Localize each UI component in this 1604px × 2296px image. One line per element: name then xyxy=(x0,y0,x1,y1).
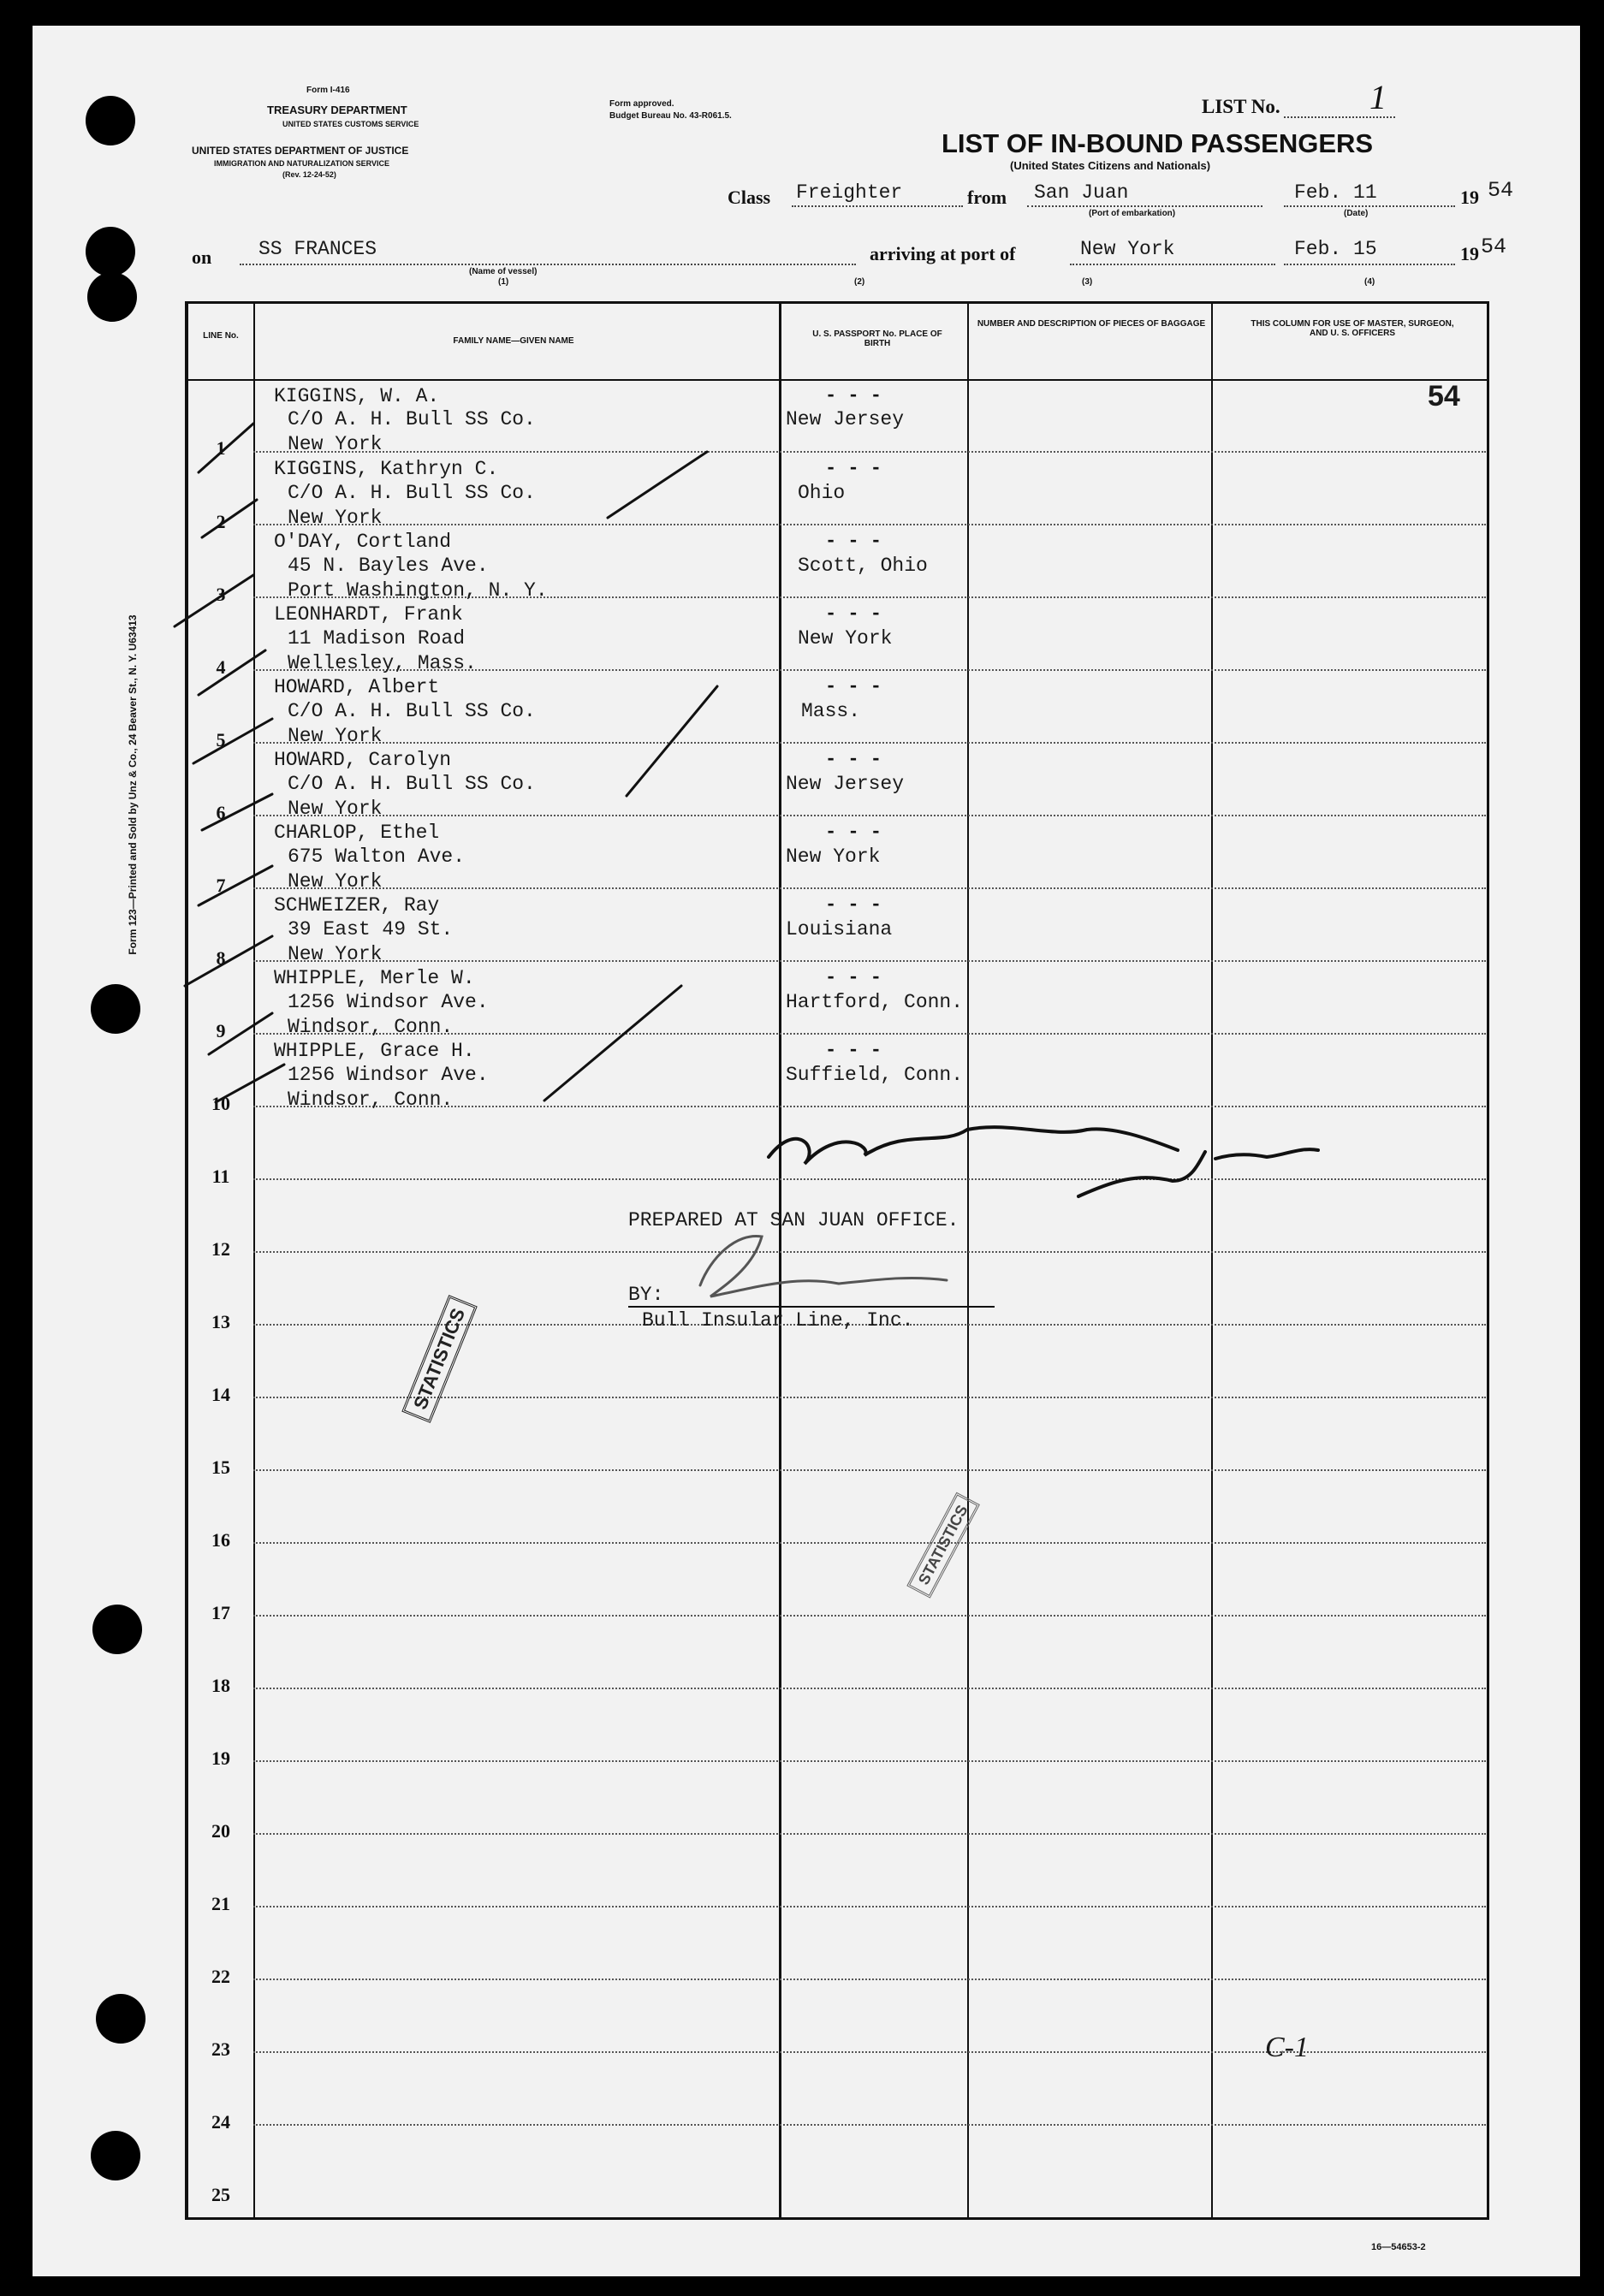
birth-place: Suffield, Conn. xyxy=(786,1064,964,1086)
row-number: 15 xyxy=(211,1457,230,1478)
list-no-label: LIST No. xyxy=(1202,96,1280,117)
passenger-name: WHIPPLE, Merle W. xyxy=(274,967,475,989)
passport-number: - - - xyxy=(825,1040,882,1061)
customs-label: UNITED STATES CUSTOMS SERVICE xyxy=(282,120,419,128)
passport-number: - - - xyxy=(825,749,882,770)
row-separator xyxy=(253,1979,1486,1980)
statistics-stamp: STATISTICS xyxy=(906,1492,980,1598)
birth-place: Louisiana xyxy=(786,918,893,940)
row-separator xyxy=(253,451,1486,453)
column-divider xyxy=(253,304,255,2217)
justice-label: UNITED STATES DEPARTMENT OF JUSTICE xyxy=(192,145,409,157)
from-value: San Juan xyxy=(1034,181,1129,204)
year1-value: 54 xyxy=(1488,178,1514,203)
row-number: 20 xyxy=(211,1820,230,1842)
column-divider xyxy=(967,304,969,2217)
arrival-port-line xyxy=(1070,264,1275,265)
passenger-address: C/O A. H. Bull SS Co. xyxy=(288,773,536,795)
passenger-address: 675 Walton Ave. xyxy=(288,845,466,868)
row-separator xyxy=(253,887,1486,889)
passenger-address: Windsor, Conn. xyxy=(288,1089,454,1111)
date1-value: Feb. 11 xyxy=(1294,181,1377,204)
birth-place: New York xyxy=(798,627,893,650)
row-separator xyxy=(253,1833,1486,1835)
officers-note: 54 xyxy=(1428,380,1460,412)
row-number: 4 xyxy=(216,656,226,678)
punch-hole xyxy=(86,96,135,145)
header-line-no: LINE No. xyxy=(203,331,239,341)
row-separator xyxy=(253,1906,1486,1907)
page-subtitle: (United States Citizens and Nationals) xyxy=(1010,159,1211,172)
passport-number: - - - xyxy=(825,894,882,916)
vessel-value: SS FRANCES xyxy=(258,238,377,260)
row-number: 11 xyxy=(211,1166,230,1187)
row-separator xyxy=(253,1251,1486,1253)
arrival-port-value: New York xyxy=(1080,238,1175,260)
vessel-caption: (Name of vessel) xyxy=(469,267,538,276)
passenger-name: O'DAY, Cortland xyxy=(274,531,452,553)
passport-number: - - - xyxy=(825,458,882,479)
passenger-address: 39 East 49 St. xyxy=(288,918,454,940)
birth-place: Hartford, Conn. xyxy=(786,991,964,1013)
row-number: 8 xyxy=(216,947,226,969)
row-number: 2 xyxy=(216,511,226,532)
row-separator xyxy=(253,524,1486,525)
arrival-caption-num-2: (2) xyxy=(854,277,865,287)
row-number: 12 xyxy=(211,1238,230,1260)
row-number: 9 xyxy=(216,1020,226,1041)
passenger-address: New York xyxy=(288,433,383,455)
company-name: Bull Insular Line, Inc. xyxy=(642,1309,914,1332)
on-label: on xyxy=(192,246,212,268)
vessel-line xyxy=(240,264,856,265)
passenger-address: 1256 Windsor Ave. xyxy=(288,991,489,1013)
passenger-address: New York xyxy=(288,798,383,820)
row-number: 1 xyxy=(216,437,226,459)
passenger-address: C/O A. H. Bull SS Co. xyxy=(288,408,536,430)
row-number: 25 xyxy=(211,2184,230,2205)
class-value: Freighter xyxy=(796,181,903,204)
from-line xyxy=(1027,205,1262,207)
header-name: FAMILY NAME—GIVEN NAME xyxy=(453,336,574,346)
passenger-address: 45 N. Bayles Ave. xyxy=(288,555,489,577)
vessel-caption-num: (1) xyxy=(498,277,509,287)
header-officers: THIS COLUMN FOR USE OF MASTER, SURGEON, AND U. S. OFFICERS xyxy=(1251,319,1454,338)
date1-line xyxy=(1284,205,1455,207)
row-number: 24 xyxy=(211,2111,230,2133)
row-separator xyxy=(253,1760,1486,1762)
form-number: Form I-416 xyxy=(306,86,350,95)
birth-place: Scott, Ohio xyxy=(798,555,928,577)
birth-place: New Jersey xyxy=(786,773,905,795)
row-number: 23 xyxy=(211,2038,230,2060)
row-separator xyxy=(253,1688,1486,1689)
birth-place: New Jersey xyxy=(786,408,905,430)
passenger-address: 11 Madison Road xyxy=(288,627,466,650)
year2-value: 54 xyxy=(1481,234,1507,259)
row-separator xyxy=(253,1615,1486,1617)
date2-value: Feb. 15 xyxy=(1294,238,1377,260)
rev-label: (Rev. 12-24-52) xyxy=(282,170,336,179)
passenger-name: LEONHARDT, Frank xyxy=(274,603,463,626)
passenger-address: Windsor, Conn. xyxy=(288,1016,454,1038)
header-divider xyxy=(188,379,1487,381)
passport-number: - - - xyxy=(825,603,882,625)
column-divider xyxy=(1211,304,1213,2217)
birth-place: New York xyxy=(786,845,881,868)
margin-note: C-1 xyxy=(1265,2032,1309,2063)
row-number: 10 xyxy=(211,1093,230,1114)
row-number: 17 xyxy=(211,1602,230,1623)
passenger-name: CHARLOP, Ethel xyxy=(274,822,440,844)
from-label: from xyxy=(967,187,1007,208)
row-number: 22 xyxy=(211,1966,230,1987)
list-no-value: 1 xyxy=(1369,78,1387,116)
by-label: BY: xyxy=(628,1284,664,1306)
row-number: 3 xyxy=(216,584,226,605)
row-separator xyxy=(253,960,1486,962)
row-number: 5 xyxy=(216,729,226,751)
page-title: LIST OF IN-BOUND PASSENGERS xyxy=(942,128,1374,158)
date2-caption-num: (4) xyxy=(1364,277,1375,287)
row-separator xyxy=(253,815,1486,816)
row-separator xyxy=(253,2124,1486,2126)
date2-line xyxy=(1284,264,1455,265)
class-label: Class xyxy=(728,187,771,208)
prepared-note: PREPARED AT SAN JUAN OFFICE. xyxy=(628,1209,959,1231)
passenger-address: New York xyxy=(288,870,383,893)
passenger-address: Port Washington, N. Y. xyxy=(288,579,548,602)
passenger-address: 1256 Windsor Ave. xyxy=(288,1064,489,1086)
row-number: 13 xyxy=(211,1311,230,1332)
passenger-address: Wellesley, Mass. xyxy=(288,652,477,674)
passenger-name: KIGGINS, W. A. xyxy=(274,385,440,407)
class-line xyxy=(792,205,963,207)
approved-label: Form approved. xyxy=(609,99,674,109)
row-number: 6 xyxy=(216,802,226,823)
passport-number: - - - xyxy=(825,967,882,988)
passenger-name: WHIPPLE, Grace H. xyxy=(274,1040,475,1062)
year2-prefix: 19 xyxy=(1460,243,1479,264)
passport-number: - - - xyxy=(825,822,882,843)
treasury-label: TREASURY DEPARTMENT xyxy=(267,104,407,116)
row-separator xyxy=(253,1469,1486,1471)
arriving-label: arriving at port of xyxy=(870,243,1016,264)
row-number: 21 xyxy=(211,1893,230,1914)
statistics-stamp: STATISTICS xyxy=(401,1295,477,1423)
arrival-caption-num-3: (3) xyxy=(1082,277,1093,287)
date-caption: (Date) xyxy=(1344,209,1369,218)
row-number: 19 xyxy=(211,1747,230,1769)
row-separator xyxy=(253,1178,1486,1180)
passenger-address: New York xyxy=(288,507,383,529)
ins-label: IMMIGRATION AND NATURALIZATION SERVICE xyxy=(214,159,389,168)
row-number: 14 xyxy=(211,1384,230,1405)
passenger-name: HOWARD, Carolyn xyxy=(274,749,452,771)
port-embark-caption: (Port of embarkation) xyxy=(1089,209,1176,218)
side-print: Form 123—Printed and Sold by Unz & Co., 24 Beaver St., N. Y. U63413 xyxy=(127,614,139,955)
row-separator xyxy=(253,742,1486,744)
footer-code: 16—54653-2 xyxy=(1371,2242,1426,2252)
punch-hole xyxy=(87,272,137,322)
passenger-address: C/O A. H. Bull SS Co. xyxy=(288,700,536,722)
punch-hole xyxy=(91,2131,140,2180)
punch-hole xyxy=(96,1994,146,2044)
row-separator xyxy=(253,1542,1486,1544)
header-passport: U. S. PASSPORT No. PLACE OF BIRTH xyxy=(812,329,942,348)
punch-hole xyxy=(92,1605,142,1654)
row-number: 7 xyxy=(216,875,226,896)
by-line xyxy=(628,1306,995,1308)
passenger-address: New York xyxy=(288,943,383,965)
passenger-address: New York xyxy=(288,725,383,747)
year1-prefix: 19 xyxy=(1460,187,1479,208)
passenger-name: HOWARD, Albert xyxy=(274,676,440,698)
birth-place: Mass. xyxy=(801,700,861,722)
header-baggage: NUMBER AND DESCRIPTION OF PIECES OF BAGGAGE xyxy=(977,319,1206,329)
row-number: 18 xyxy=(211,1675,230,1696)
birth-place: Ohio xyxy=(798,482,846,504)
passenger-name: SCHWEIZER, Ray xyxy=(274,894,440,917)
column-divider xyxy=(779,304,781,2217)
passenger-address: C/O A. H. Bull SS Co. xyxy=(288,482,536,504)
punch-hole xyxy=(86,227,135,276)
budget-label: Budget Bureau No. 43-R061.5. xyxy=(609,111,732,121)
row-number: 16 xyxy=(211,1529,230,1551)
passport-number: - - - xyxy=(825,531,882,552)
passport-number: - - - xyxy=(825,676,882,697)
passenger-name: KIGGINS, Kathryn C. xyxy=(274,458,499,480)
passport-number: - - - xyxy=(825,385,882,406)
